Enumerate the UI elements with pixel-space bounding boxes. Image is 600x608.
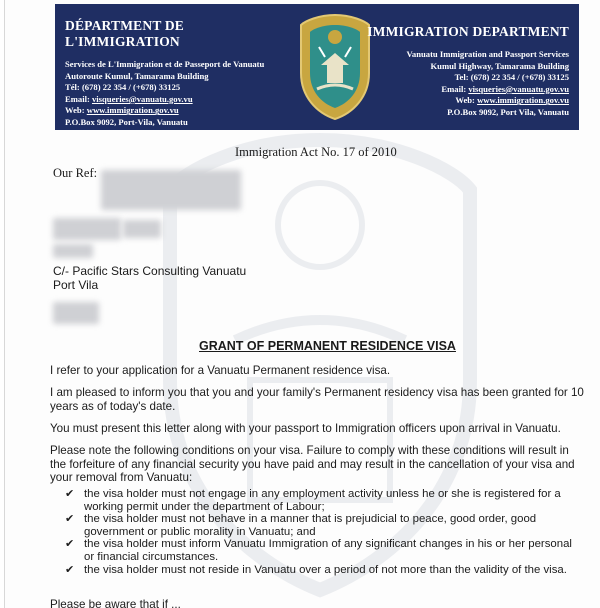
english-email-link[interactable]: visqueries@vanuatu.gov.vu xyxy=(468,83,569,94)
letterhead-english xyxy=(349,24,569,119)
letter-subject: GRANT OF PERMANENT RESIDENCE VISA xyxy=(199,339,456,353)
checkmark-icon: ✔ xyxy=(65,488,75,500)
condition-text: the visa holder must inform Vanuatu Immigration of any significant changes in his or her personal or financial circumstances. xyxy=(84,538,572,563)
english-web-line xyxy=(349,95,569,107)
paragraph-trailing: Please be aware that if ... xyxy=(50,598,181,608)
condition-text: the visa holder must not reside in Vanuatu over a period of not more than the validity of the visa. xyxy=(84,563,567,576)
french-email-label: Email: xyxy=(65,93,90,104)
english-web-label: Web: xyxy=(455,95,475,106)
checkmark-icon: ✔ xyxy=(65,513,75,526)
paragraph-present-letter: You must present this letter along with your passport to Immigration officers upon arrival in Vanuatu. xyxy=(50,422,561,435)
paragraph-conditions-intro: Please note the following conditions on your visa. Failure to comply with these conditions will result in the forfeiture of any financial security you have paid and may result in the cancellation of your visa and your removal from Vanuatu: xyxy=(50,444,575,484)
english-address-line: Kumul Highway, Tamarama Building xyxy=(430,60,569,71)
redacted-recipient-line xyxy=(53,244,93,258)
address-line: C/- Pacific Stars Consulting Vanuatu xyxy=(53,264,247,278)
french-web-line xyxy=(65,105,285,117)
letterhead-french xyxy=(65,18,285,129)
list-item xyxy=(65,513,585,538)
french-email-link[interactable]: visqueries@vanuatu.gov.vu xyxy=(91,93,193,104)
visa-conditions-list xyxy=(65,488,585,576)
french-phone-line: Tél: (678) 22 354 / (+678) 33125 xyxy=(65,82,181,93)
english-web-link[interactable]: www.immigration.gov.vu xyxy=(477,95,569,106)
address-line: Port Vila xyxy=(53,278,99,292)
paragraph-application: I refer to your application for a Vanuatu Permanent residence visa. xyxy=(50,364,391,377)
act-reference: Immigration Act No. 17 of 2010 xyxy=(235,145,397,159)
redacted-date xyxy=(53,302,99,324)
checkmark-icon: ✔ xyxy=(65,563,75,576)
english-email-label: Email: xyxy=(441,83,467,94)
french-web-label: Web: xyxy=(65,105,85,116)
redacted-recipient-name-2 xyxy=(123,220,161,238)
french-web-link[interactable]: www.immigration.gov.vu xyxy=(86,105,179,116)
paragraph-granted: I am pleased to inform you that you and your family's Permanent residency visa has been granted for 10 years as of today's date. xyxy=(50,386,584,413)
list-item xyxy=(65,488,585,513)
french-department-title: DÉPARTMENT DE L'IMMIGRATION xyxy=(65,18,185,49)
english-service-line: Vanuatu Immigration and Passport Services xyxy=(406,49,569,59)
condition-text: the visa holder must not behave in a manner that is prejudicial to peace, good order, good government or public morality in Vanuatu; and xyxy=(84,513,537,538)
english-phone-line: Tel: (678) 22 354 / (+678) 33125 xyxy=(454,72,569,83)
french-address-line: Autoroute Kumul, Tamarama Building xyxy=(65,70,209,81)
checkmark-icon: ✔ xyxy=(65,538,75,551)
our-ref-label: Our Ref: xyxy=(53,166,98,180)
french-email-line xyxy=(65,94,285,106)
list-item xyxy=(65,538,585,563)
redacted-reference xyxy=(101,170,241,210)
english-department-title: IMMIGRATION DEPARTMENT xyxy=(367,24,569,39)
english-email-line xyxy=(349,84,569,96)
recipient-address xyxy=(53,264,246,292)
redacted-recipient-name xyxy=(53,218,121,240)
condition-text: the visa holder must not engage in any employment activity unless he or she is registered for a working permit under the department of Labour; xyxy=(84,488,561,513)
letterhead-banner xyxy=(55,4,579,130)
english-pobox-line: P.O.Box 9092, Port Vila, Vanuatu xyxy=(447,106,569,117)
french-service-line: Services de L'Immigration et de Passeport de Vanuatu xyxy=(65,59,265,69)
french-pobox-line: P.O.Box 9092, Port-Vila, Vanuatu xyxy=(65,116,188,127)
letter-page xyxy=(4,0,600,608)
list-item xyxy=(65,564,585,577)
